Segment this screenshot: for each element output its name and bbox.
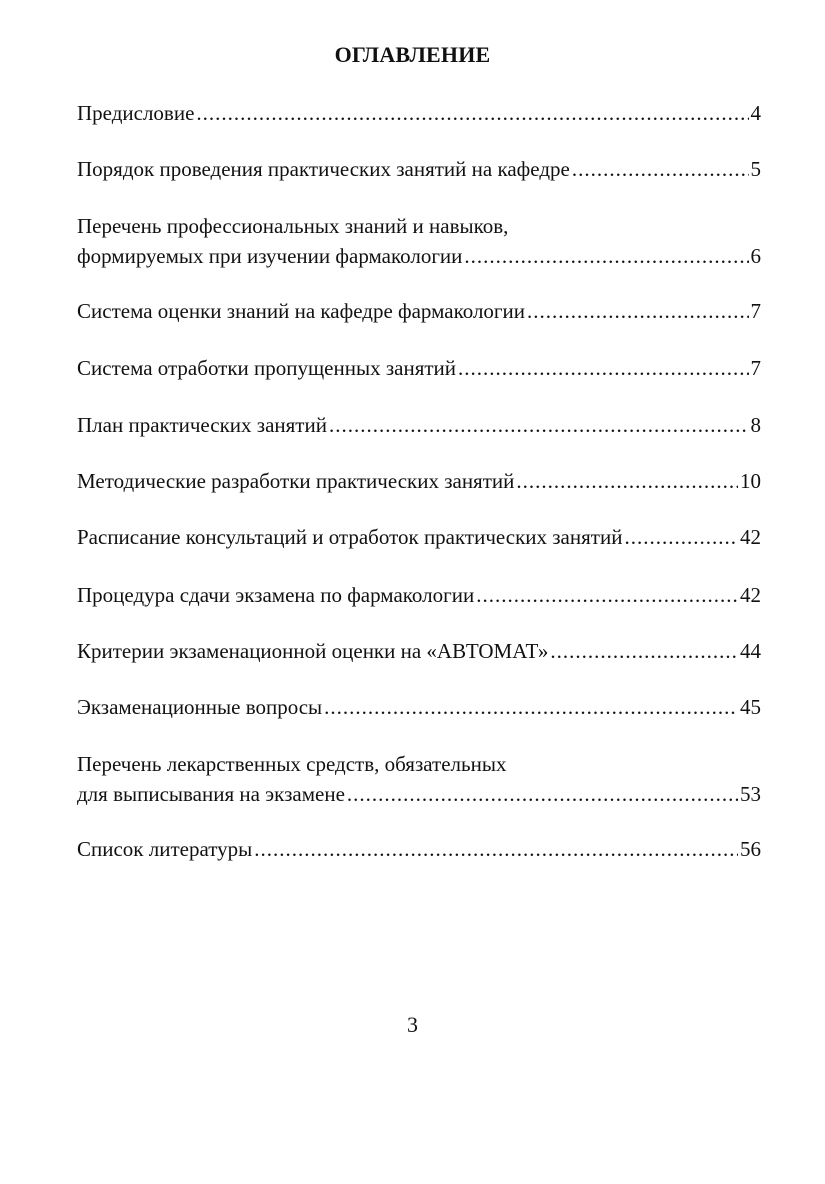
toc-leader-dots <box>476 580 738 610</box>
toc-entry-skills-list <box>77 211 761 271</box>
toc-entry-title-first-line: Перечень профессиональных знаний и навыков, <box>77 214 509 238</box>
toc-leader-dots <box>550 636 738 666</box>
toc-entry-title: Критерии экзаменационной оценки на «АВТОМАТ» <box>77 639 549 663</box>
page-number: 3 <box>407 1012 418 1037</box>
toc-entry-references <box>77 834 761 864</box>
toc-entry-exam-questions <box>77 692 761 722</box>
toc-leader-dots <box>527 296 748 326</box>
toc-entry-page: 53 <box>740 782 761 806</box>
toc-entry-page: 56 <box>740 837 761 861</box>
toc-entry-title-first-line: Перечень лекарственных средств, обязательных <box>77 752 507 776</box>
toc-entry-title: для выписывания на экзамене <box>77 782 345 806</box>
toc-entry-automat-criteria <box>77 636 761 666</box>
toc-leader-dots <box>347 779 738 809</box>
toc-leader-dots <box>464 241 748 271</box>
toc-entry-title: Система отработки пропущенных занятий <box>77 356 457 380</box>
toc-leader-dots <box>329 410 749 440</box>
page-title: ОГЛАВЛЕНИЕ <box>334 42 491 67</box>
toc-entry-page: 44 <box>740 639 761 663</box>
toc-entry-drug-list <box>77 749 761 809</box>
toc-leader-dots <box>324 692 738 722</box>
toc-entry-page: 8 <box>750 413 761 437</box>
toc-entry-title: Расписание консультаций и отработок практических занятий <box>77 525 623 549</box>
toc-leader-dots <box>572 154 749 184</box>
toc-entry-practical-order <box>77 154 761 184</box>
toc-entry-title: Экзаменационные вопросы <box>77 695 323 719</box>
toc-entry-page: 5 <box>750 157 761 181</box>
toc-entry-title: Список литературы <box>77 837 253 861</box>
toc-entry-page: 6 <box>750 244 761 268</box>
toc-entry-title: План практических занятий <box>77 413 327 437</box>
toc-leader-dots <box>254 834 738 864</box>
toc-entry-exam-procedure <box>77 580 761 610</box>
toc-entry-page: 4 <box>750 101 761 125</box>
toc-entry-page: 42 <box>740 583 761 607</box>
toc-entry-grading-system <box>77 296 761 326</box>
toc-entry-page: 10 <box>740 469 761 493</box>
toc-entry-title: Процедура сдачи экзамена по фармакологии <box>77 583 475 607</box>
toc-entry-page: 7 <box>750 299 761 323</box>
toc-entry-title: Предисловие <box>77 101 195 125</box>
toc-leader-dots <box>516 466 738 496</box>
toc-entry-title: Система оценки знаний на кафедре фармакологии <box>77 299 526 323</box>
toc-entry-title: формируемых при изучении фармакологии <box>77 244 463 268</box>
toc-entry-practical-plan <box>77 410 761 440</box>
toc-entry-consultation-schedule <box>77 522 761 552</box>
toc-entry-page: 45 <box>740 695 761 719</box>
toc-entry-page: 42 <box>740 525 761 549</box>
toc-entry-missed-classes <box>77 353 761 383</box>
toc-leader-dots <box>458 353 748 383</box>
toc-entry-preface <box>77 98 761 128</box>
toc-entry-page: 7 <box>750 356 761 380</box>
toc-entry-title: Порядок проведения практических занятий на кафедре <box>77 157 570 181</box>
toc-entry-methodical <box>77 466 761 496</box>
toc-entry-title: Методические разработки практических занятий <box>77 469 515 493</box>
toc-leader-dots <box>196 98 748 128</box>
toc-leader-dots <box>624 522 738 552</box>
